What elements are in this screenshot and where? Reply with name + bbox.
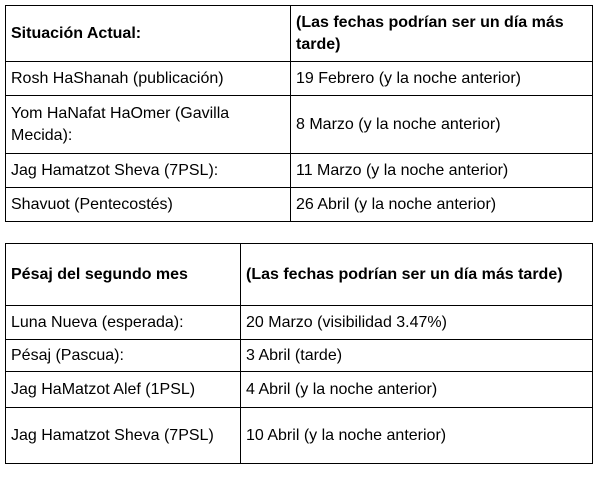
date-cell: 26 Abril (y la noche anterior) xyxy=(291,188,593,222)
event-cell: Jag HaMatzot Alef (1PSL) xyxy=(6,372,241,408)
table-header-row xyxy=(6,6,593,62)
header-cell: (Las fechas podrían ser un día más tarde) xyxy=(241,244,593,306)
event-cell: Rosh HaShanah (publicación) xyxy=(6,62,291,96)
header-cell: Situación Actual: xyxy=(6,6,291,62)
header-cell: (Las fechas podrían ser un día más tarde) xyxy=(291,6,593,62)
date-cell: 19 Febrero (y la noche anterior) xyxy=(291,62,593,96)
date-cell: 20 Marzo (visibilidad 3.47%) xyxy=(241,306,593,340)
table-row xyxy=(6,408,593,464)
table-row xyxy=(6,306,593,340)
table-row xyxy=(6,154,593,188)
date-cell: 11 Marzo (y la noche anterior) xyxy=(291,154,593,188)
event-cell: Jag Hamatzot Sheva (7PSL): xyxy=(6,154,291,188)
table-row xyxy=(6,62,593,96)
table-row xyxy=(6,340,593,372)
table-header-row xyxy=(6,244,593,306)
date-cell: 8 Marzo (y la noche anterior) xyxy=(291,96,593,154)
event-cell: Shavuot (Pentecostés) xyxy=(6,188,291,222)
second-month-pesach-table xyxy=(5,243,593,464)
event-cell: Pésaj (Pascua): xyxy=(6,340,241,372)
date-cell: 4 Abril (y la noche anterior) xyxy=(241,372,593,408)
table-row xyxy=(6,372,593,408)
event-cell: Yom HaNafat HaOmer (Gavilla Mecida): xyxy=(6,96,291,154)
date-cell: 10 Abril (y la noche anterior) xyxy=(241,408,593,464)
event-cell: Luna Nueva (esperada): xyxy=(6,306,241,340)
event-cell: Jag Hamatzot Sheva (7PSL) xyxy=(6,408,241,464)
current-situation-table xyxy=(5,5,593,222)
date-cell: 3 Abril (tarde) xyxy=(241,340,593,372)
table-row xyxy=(6,188,593,222)
table-row xyxy=(6,96,593,154)
header-cell: Pésaj del segundo mes xyxy=(6,244,241,306)
